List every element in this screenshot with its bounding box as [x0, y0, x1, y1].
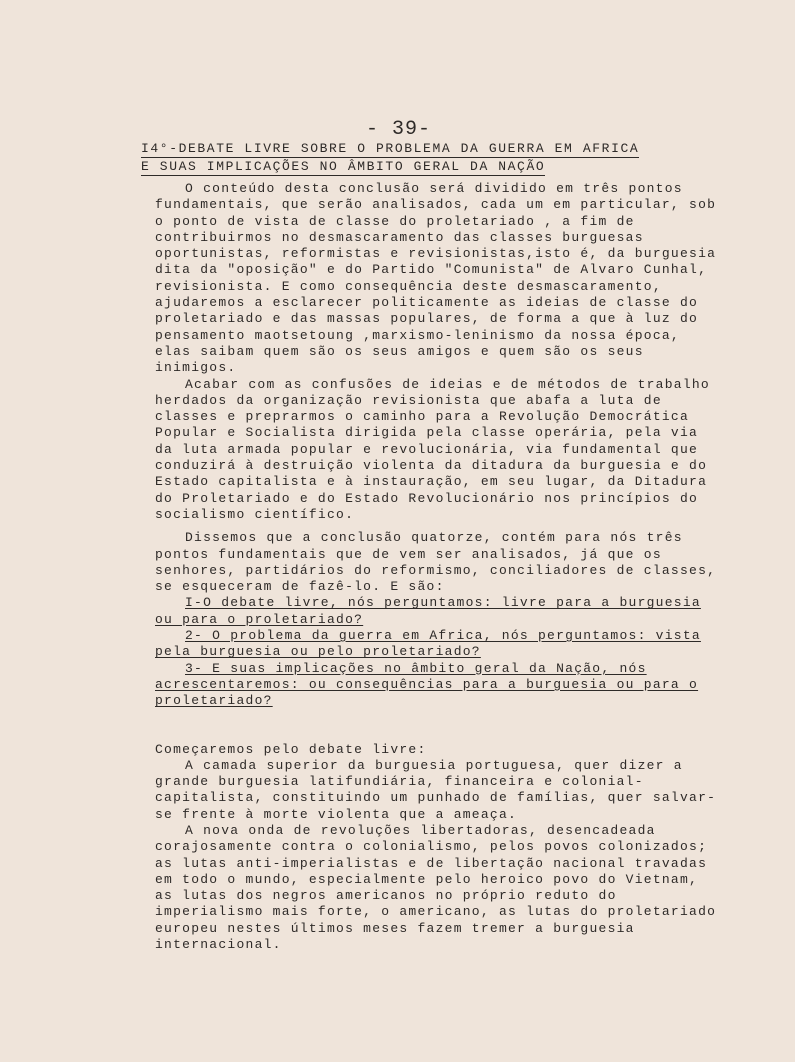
section-heading-debate: Começaremos pelo debate livre: [155, 741, 427, 757]
title-line-2: E SUAS IMPLICAÇÕES NO ÂMBITO GERAL DA NAÇÃO [141, 159, 546, 174]
title-line-1: I4°-DEBATE LIVRE SOBRE O PROBLEMA DA GUERRA EM AFRICA [141, 141, 640, 156]
paragraph-three-points: Dissemos que a conclusão quatorze, contém para nós três pontos fundamentais que de vem ser analisados, já que os senhores, partidários do reformismo, conciliadores de classes, se esqueceram de fazê-lo. E são: [155, 530, 717, 595]
paragraph-revolutions: A nova onda de revoluções libertadoras, desencadeada corajosamente contra o colonialismo, pelos povos colonizados; as lutas anti-imperialistas e de libertação nacional travadas em todo o mundo, especialmente pelo heroico povo do Vietnam, as lutas dos negros americanos no próprio reduto do imperialismo mais forte, o americano, as lutas do proletariado europeu nestes últimos meses fazem tremer a burguesia internacional. [155, 822, 717, 953]
point-3: 3- E suas implicações no âmbito geral da Nação, nós acrescentaremos: ou consequências para a burguesia ou para o proletariado? [155, 660, 699, 709]
document-title [141, 140, 701, 176]
point-1: I-O debate livre, nós perguntamos: livre para a burguesia ou para o proletariado? [155, 595, 701, 627]
paragraph-intro: O conteúdo desta conclusão será dividido em três pontos fundamentais, que serão analisados, cada um em particular, sob o ponto de vista de classe do proletariado , a fim de contribuirmos no desmascaramento das classes burguesas oportunistas, reformistas e revisionistas,isto é, da burguesia dita da "oposição" e do Partido "Comunista" de Alvaro Cunhal, revisionista. E como consequência deste desmascaramento, ajudaremos a esclarecer politicamente as ideias de classe do proletariado e das massas populares, de forma a que à luz do pensamento maotsetoung ,marxismo-leninismo da nossa época, elas saibam quem são os seus amigos e quem são os seus inimigos. [155, 181, 717, 376]
paragraph-bourgeoisie: A camada superior da burguesia portuguesa, quer dizer a grande burguesia latifundiária, financeira e colonial-capitalista, constituindo um punhado de famílias, quer salvar-se frente à morte violenta que a ameaça. [155, 757, 717, 822]
point-2: 2- O problema da guerra em Africa, nós perguntamos: vista pela burguesia ou pelo proletariado? [155, 628, 701, 660]
page-number: - 39- [366, 118, 432, 141]
document-body [155, 181, 725, 953]
paragraph-objectives: Acabar com as confusões de ideias e de métodos de trabalho herdados da organização revisionista que abafa a luta de classes e preprarmos o caminho para a Revolução Democrática Popular e Socialista dirigida pela classe operária, pela via da luta armada popular e revolucionária, via fundamental que conduzirá à destruição violenta da ditadura da burguesia e do Estado capitalista e à instauração, em seu lugar, da Ditadura do Proletariado e do Estado Revolucionário nos princípios do socialismo científico. [155, 376, 710, 522]
